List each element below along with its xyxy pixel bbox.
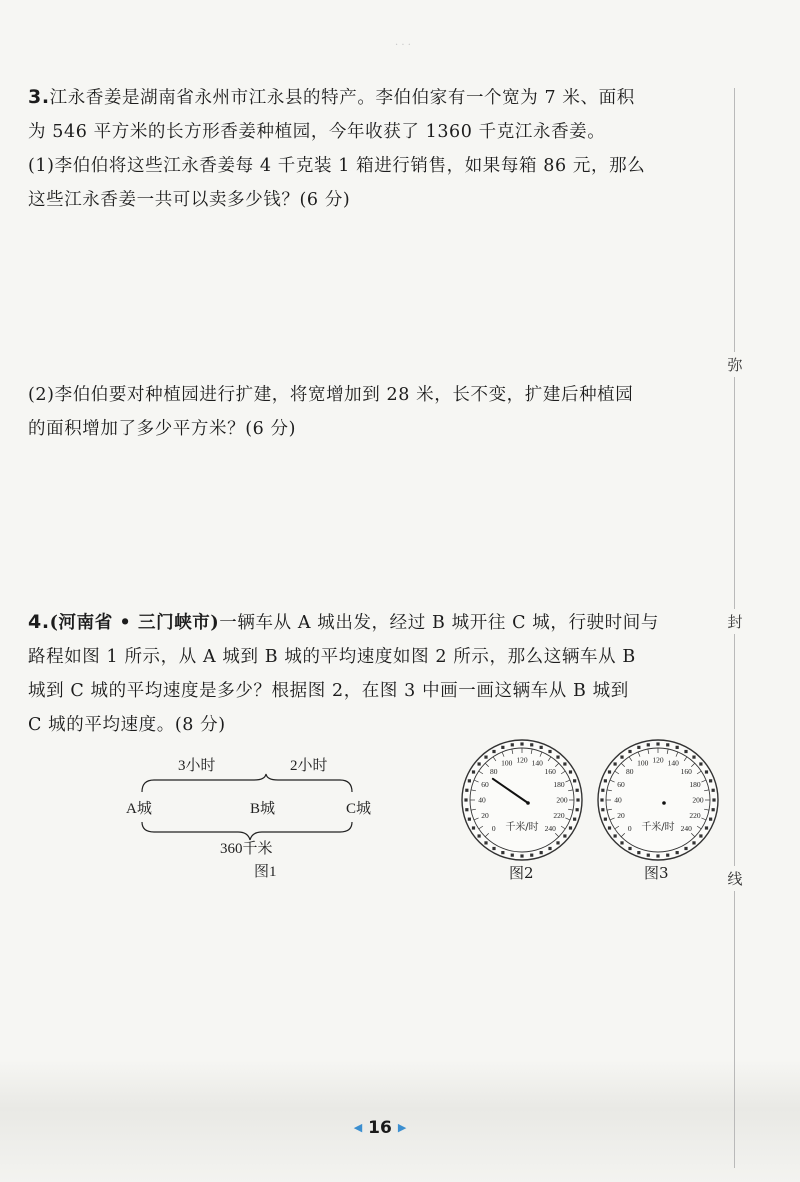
figure-3-ring-mark: [705, 770, 708, 773]
page-number-value: 16: [368, 1118, 392, 1138]
figure-3-ring-mark: [600, 798, 603, 801]
figure-2-tick-label: 100: [501, 758, 513, 768]
prev-page-arrow-icon[interactable]: ◀: [353, 1121, 363, 1134]
figure-3-ring-mark: [712, 798, 715, 801]
figure-2-ring-mark: [520, 742, 523, 745]
figure-2-ring-mark: [492, 847, 495, 850]
figure-2-ring-mark: [472, 770, 475, 773]
figure-2-caption: 图2: [509, 864, 534, 882]
figure-2-ring-mark: [478, 762, 481, 765]
figure-3-caption: 图3: [644, 864, 669, 882]
figure-3-ring-mark: [676, 746, 679, 749]
figure-3-tick-label: 20: [617, 810, 625, 820]
figure-3-ring-mark: [620, 841, 623, 844]
figure-2-ring-mark: [501, 851, 504, 854]
figure-2-ring-mark: [468, 818, 471, 821]
figure-3-ring-mark: [712, 789, 715, 792]
figure-2-ring-mark: [492, 750, 495, 753]
figure-3-ring-mark: [692, 756, 695, 759]
q4-number: 4.: [28, 611, 50, 633]
time-bc-label: 2小时: [290, 758, 328, 774]
figure-2-ring-mark: [576, 789, 579, 792]
figure-2-tick-label: 60: [481, 780, 489, 790]
figure-3-ring-mark: [712, 808, 715, 811]
figure-3-ring-mark: [684, 847, 687, 850]
upper-brace: [142, 774, 352, 792]
figure-1-route-diagram: [120, 750, 390, 885]
figure-3-ring-mark: [608, 770, 611, 773]
figure-2-ring-mark: [468, 779, 471, 782]
figure-2-ring-mark: [540, 851, 543, 854]
figure-2-ring-mark: [540, 746, 543, 749]
q3-number: 3.: [28, 86, 50, 108]
figure-3-ring-mark: [666, 854, 669, 857]
figure-2-ring-mark: [569, 826, 572, 829]
faint-header-text: · · ·: [395, 40, 411, 51]
q3-intro-line2: 为 546 平方米的长方形香姜种植园，今年收获了 1360 千克江永香姜。: [28, 122, 606, 142]
figure-3-tick-label: 0: [627, 823, 632, 833]
figure-2-ring-mark: [573, 779, 576, 782]
city-b-label: B城: [250, 801, 276, 817]
next-page-arrow-icon[interactable]: ▶: [397, 1121, 407, 1134]
lower-brace: [142, 822, 352, 840]
figure-3-tick-label: 120: [652, 755, 664, 765]
figure-2-ring-mark: [478, 834, 481, 837]
figure-2-ring-mark: [563, 834, 566, 837]
figure-2-ring-mark: [501, 746, 504, 749]
figure-3-tick-label: 100: [637, 758, 649, 768]
question-4: [28, 605, 728, 742]
q4-line3: 城到 C 城的平均速度是多少？根据图 2，在图 3 中画一画这辆车从 B 城到: [28, 681, 629, 701]
figure-2-ring-mark: [520, 854, 523, 857]
figure-3-ring-mark: [604, 779, 607, 782]
q4-line2: 路程如图 1 所示，从 A 城到 B 城的平均速度如图 2 所示，那么这辆车从 B: [28, 647, 636, 667]
figure-2-ring-mark: [563, 762, 566, 765]
figure-3-tick-label: 200: [692, 795, 704, 805]
figure-3-tick-label: 180: [689, 780, 701, 790]
figure-2-ring-mark: [548, 847, 551, 850]
figure-2-ring-mark: [576, 798, 579, 801]
figure-2-ring-mark: [576, 808, 579, 811]
q3-part2-line1: (2)李伯伯要对种植园进行扩建，将宽增加到 28 米，长不变，扩建后种植园: [28, 385, 634, 405]
figure-3-ring-mark: [676, 851, 679, 854]
figure-1-caption: 图1: [254, 864, 277, 880]
figure-2-tick-label: 120: [516, 755, 528, 765]
figure-2-ring-mark: [472, 826, 475, 829]
figure-2-ring-mark: [556, 841, 559, 844]
figure-2-ring-mark: [573, 818, 576, 821]
figure-3-tick-label: 160: [680, 767, 692, 777]
figure-2-tick-label: 200: [556, 795, 568, 805]
figure-3-ring-mark: [647, 854, 650, 857]
figure-3-ring-mark: [709, 779, 712, 782]
figure-3-ring-mark: [614, 762, 617, 765]
figure-2-ring-mark: [465, 789, 468, 792]
figure-3-unit-label: 千米/时: [641, 822, 675, 833]
figure-2-ring-mark: [530, 854, 533, 857]
figure-2-ring-mark: [548, 750, 551, 753]
figure-3-ring-mark: [699, 762, 702, 765]
figure-3-ring-mark: [647, 743, 650, 746]
question-3-part-2: [28, 378, 728, 446]
figure-2-tick-label: 0: [491, 823, 496, 833]
figure-3-ring-mark: [709, 818, 712, 821]
figure-2-ring-mark: [511, 854, 514, 857]
figure-3-hub: [662, 801, 666, 805]
figure-3-ring-mark: [656, 742, 659, 745]
figure-2-unit-label: 千米/时: [505, 822, 539, 833]
city-c-label: C城: [346, 801, 372, 817]
question-3: [28, 80, 728, 217]
q4-source: (河南省 • 三门峡市): [49, 613, 220, 633]
figure-2-tick-label: 240: [544, 823, 556, 833]
time-ab-label: 3小时: [178, 758, 216, 774]
figure-2-speedometer: [460, 738, 584, 862]
figure-3-ring-mark: [684, 750, 687, 753]
city-a-label: A城: [126, 801, 152, 817]
figure-3-ring-mark: [601, 808, 604, 811]
margin-label-mi: 弥: [724, 352, 746, 377]
figure-2-ring-mark: [484, 756, 487, 759]
page-number: [340, 1118, 420, 1138]
figure-3-ring-mark: [637, 851, 640, 854]
total-distance-label: 360千米: [220, 841, 273, 857]
margin-label-feng: 封: [724, 609, 746, 634]
figure-2-ring-mark: [556, 756, 559, 759]
figure-3-ring-mark: [666, 743, 669, 746]
figure-2-ring-mark: [484, 841, 487, 844]
q3-part1-line2: 这些江永香姜一共可以卖多少钱？(6 分): [28, 190, 351, 210]
q3-part1-line1: (1)李伯伯将这些江永香姜每 4 千克装 1 箱进行销售，如果每箱 86 元，那么: [28, 156, 646, 176]
figure-3-tick-label: 60: [617, 780, 625, 790]
figure-3-tick-label: 220: [689, 810, 701, 820]
figure-2-ring-mark: [530, 743, 533, 746]
figure-2-hub: [526, 801, 530, 805]
figure-3-ring-mark: [705, 826, 708, 829]
figure-3-tick-label: 80: [625, 767, 634, 777]
figure-3-ring-mark: [604, 818, 607, 821]
figure-3-tick-label: 140: [667, 758, 679, 768]
figure-3-tick-label: 40: [614, 795, 622, 805]
q4-line4: C 城的平均速度。(8 分): [28, 715, 226, 735]
figure-2-ring-mark: [465, 808, 468, 811]
figure-2-ring-mark: [464, 798, 467, 801]
figure-2-tick-label: 40: [478, 795, 486, 805]
figure-3-ring-mark: [628, 847, 631, 850]
figure-3-ring-mark: [601, 789, 604, 792]
figure-3-ring-mark: [614, 834, 617, 837]
figure-2-tick-label: 140: [531, 758, 543, 768]
figure-3-speedometer[interactable]: [596, 738, 720, 862]
q3-intro-line1: 3.江永香姜是湖南省永州市江永县的特产。李伯伯家有一个宽为 7 米、面积: [28, 86, 635, 108]
figure-2-tick-label: 20: [481, 810, 489, 820]
figure-2-ring-mark: [569, 770, 572, 773]
q4-line1: 4.(河南省 • 三门峡市)一辆车从 A 城出发，经过 B 城开往 C 城，行驶时间与: [28, 611, 659, 633]
figure-3-ring-mark: [656, 854, 659, 857]
figure-2-tick-label: 80: [489, 767, 498, 777]
figure-3-ring-mark: [692, 841, 695, 844]
figure-3-ring-mark: [637, 746, 640, 749]
figure-2-tick-label: 160: [544, 767, 556, 777]
figure-3-ring-mark: [628, 750, 631, 753]
figure-2-tick-label: 180: [553, 780, 565, 790]
figure-3-ring-mark: [608, 826, 611, 829]
q3-part2-line2: 的面积增加了多少平方米？(6 分): [28, 419, 297, 439]
margin-label-xian: 线: [724, 866, 746, 891]
figure-3-ring-mark: [620, 756, 623, 759]
figure-2-tick-label: 220: [553, 810, 565, 820]
figure-3-tick-label: 240: [680, 823, 692, 833]
figure-2-ring-mark: [511, 743, 514, 746]
figure-3-ring-mark: [699, 834, 702, 837]
